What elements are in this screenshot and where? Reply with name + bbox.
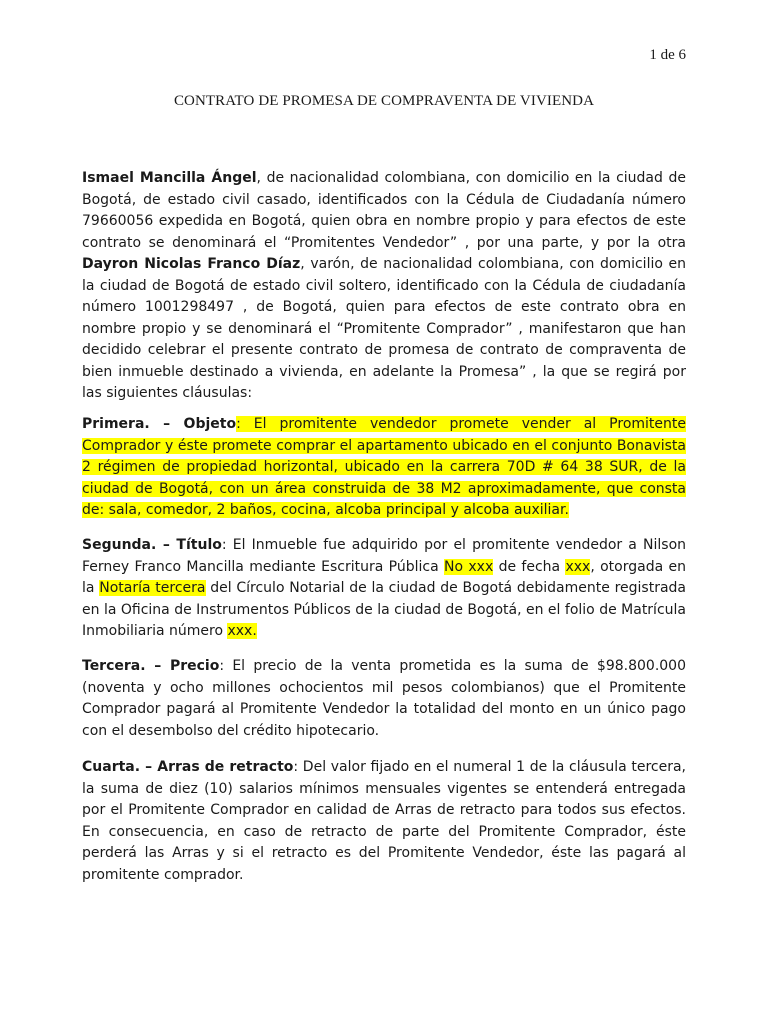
- intro-text-2: , varón, de nacionalidad colombiana, con domicilio en la ciudad de Bogotá de estado civil soltero, identificado con la Cédula de ciudadanía número 1001298497 , de Bogotá, quien para efectos de este contrato obra en nombre propio y se denominará el “Promitente Comprador” , manifestaron que han decidido celebrar el presente contrato de promesa de contrato de compraventa de bien inmueble destinado a vivienda, en adelante la Promesa” , la que se regirá por las siguientes cláusulas:: [82, 256, 687, 401]
- clause-cuarta-heading: Cuarta: [82, 759, 135, 775]
- clause-cuarta-text: : Del valor fijado en el numeral 1 de la cláusula tercera, la suma de diez (10) salarios mínimos mensuales vigentes se entenderá entregada por el Promitente Comprador en calidad de Arras de retracto para todos sus efectos. En consecuencia, en caso de retracto de parte del Promitente Comprador, éste perderá las Arras y si el retracto es del Promitente Vendedor, éste las pagará al promitente comprador.: [82, 759, 686, 883]
- highlight-notaria: Notaría tercera: [99, 580, 206, 596]
- page-number: 1 de 6: [649, 47, 686, 63]
- highlight-fecha: xxx: [565, 558, 591, 575]
- clause-tercera-text: : El precio de la venta prometida es la suma de $98.800.000 (noventa y ocho millones ochocientos mil pesos colombianos) que el Promitente Comprador pagará al Promitente Vendedor la totalidad del monto en un único pago con el desembolso del crédito hipotecario.: [82, 658, 686, 739]
- clause-segunda-text-4: del Círculo Notarial de la ciudad de Bogotá debidamente registrada en la Oficina de Instrumentos Públicos de la ciudad de Bogotá, en el folio de Matrícula Inmobiliaria número: [82, 580, 687, 639]
- clause-cuarta: [82, 757, 686, 886]
- clause-segunda-heading: Segunda: [82, 537, 152, 553]
- seller-name: Ismael Mancilla Ángel: [82, 170, 257, 186]
- clause-segunda-text-3: , otorgada en la: [82, 558, 687, 596]
- highlight-escritura-number: No xxx: [444, 558, 494, 575]
- intro-text-1: , de nacionalidad colombiana, con domicilio en la ciudad de Bogotá, de estado civil casado, identificados con la Cédula de Ciudadanía número 79660056 expedida en Bogotá, quien obra en nombre propio y para efectos de este contrato se denominará el “Promitentes Vendedor” , por una parte, y por la otra: [82, 170, 686, 251]
- clause-primera-text: El promitente vendedor promete vender al Promitente Comprador y éste promete comprar el apartamento ubicado en el conjunto Bonavista 2 régimen de propiedad horizontal, ubicado en la carrera 70D # 64 38 SUR, de la ciudad de Bogotá, con un área construida de 38 M2 aproximadamente, que consta de: sala, comedor, 2 baños, cocina, alcoba principal y alcoba auxiliar.: [82, 416, 687, 518]
- clause-segunda-text-1: : El Inmueble fue adquirido por el promitente vendedor a Nilson Ferney Franco Mancilla mediante Escritura Pública: [82, 537, 687, 575]
- clause-tercera-heading: Tercera. – Precio: [82, 658, 220, 674]
- clause-tercera: [82, 656, 686, 742]
- intro-paragraph: [82, 168, 686, 405]
- clause-cuarta-heading-2: . – Arras de retracto: [134, 759, 294, 775]
- clause-primera-heading: Primera. – Objeto: [82, 416, 237, 432]
- clause-segunda-text-2: de fecha: [493, 558, 566, 575]
- buyer-name: Dayron Nicolas Franco Díaz: [82, 256, 301, 272]
- clause-segunda-heading-2: . – Título: [151, 537, 222, 553]
- clause-primera-colon: :: [236, 416, 241, 432]
- highlight-matricula: xxx.: [227, 623, 257, 639]
- document-title: CONTRATO DE PROMESA DE COMPRAVENTA DE VIVIENDA: [173, 93, 595, 109]
- clause-primera: [82, 414, 686, 522]
- clause-segunda: [82, 535, 686, 643]
